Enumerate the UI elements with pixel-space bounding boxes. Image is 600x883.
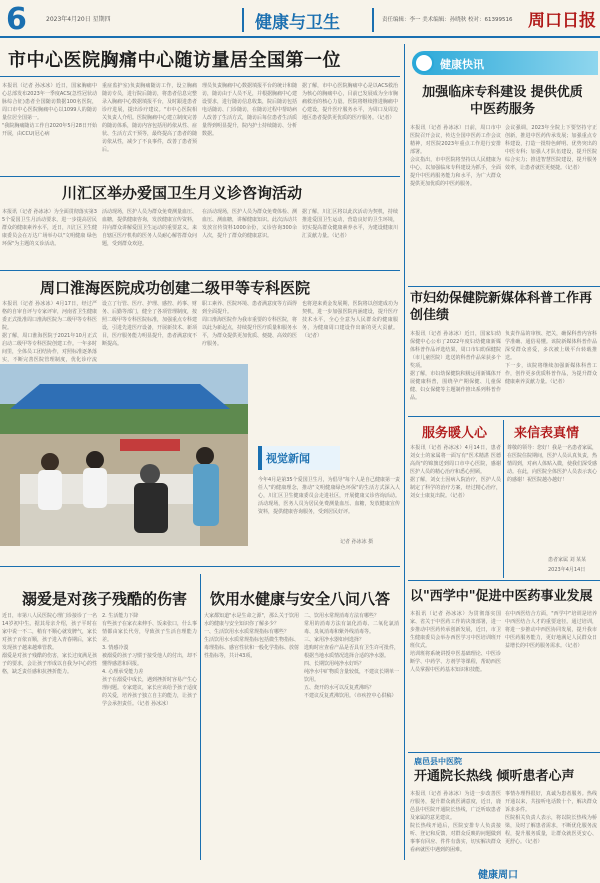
divider	[503, 420, 504, 578]
article-headline: 来信表真情	[514, 426, 580, 441]
article-headline: 饮用水健康与安全八问八答	[210, 590, 391, 608]
article-body: 负责作品的审核、把关，确保科普内容科学准确、通俗易懂。该院新媒体科普作品深受群众喜爱，多次被上级平台转载推送。 下一步，该院将继续加强新媒体科普工作，创作更多优质科普作品，为提升群众健康素养贡献力量。（记者）	[505, 331, 597, 385]
letter-sign: 患者家属 刘 某某	[548, 557, 587, 563]
article-body: 本报讯（记者 孙冰冰）4月14日，患者刘女士的家属将一面写有"医术精湛 医德高尚"的锦旗送到周口市中心医院，感谢医护人员的精心治疗和悉心照顾。 据了解，刘女士因病入院治疗，医护人员制定了科学的治疗方案，经过精心治疗，刘女士康复出院。（记者）	[410, 445, 501, 499]
article-body: 重症监护室)负责胸痛随访工作，设立胸痛随访专员，进行院后随访，将患者信息完整录入胸痛中心数据填报平台，及时跟进患者诊疗进展，提出诊疗建议。"市中心医院相关负责人介绍。医院胸痛中心建立制度完善的随访体系，随访内容包括用药依从性、症状、生活方式干预等，最终提高了患者的随访依从性，减少了不良事件，改善了患者预后。	[102, 83, 198, 153]
article-body: 在中西医结合方面，"西学中"培训是培养中西医结合人才的重要途径。通过培训，将进一步推动中西医协同发展，提升我市中医药服务能力，更好地满足人民群众日益增长的中医药服务需求。（记者）	[505, 611, 597, 649]
article-body: 本报讯（记者 孙冰冰）4月17日，经过严格的自审自评与专家评审，河南省卫生健康委正式批准周口淮海医院为二级甲等专科医院。 据了解，周口淮海医院于2021年10月正式启动二级甲等专科医院创建工作。一年多时间里，全体员工团结协作，对照标准逐条落实，不断完善医院管理制度，优化诊疗流	[2, 301, 98, 363]
article-body: 据了解，川汇区将以此次活动为契机，持续推进爱国卫生运动，营造良好的卫生环境，切实提高群众健康素养水平，为建设健康川汇贡献力量。（记者）	[302, 209, 398, 239]
article-body: 本报讯（记者 孙冰冰）为贯彻落实国家、省关于中医药工作的决策部署，进一步推动中医药传承创新发展，近日，市卫生健康委员会举办西医学习中医培训班开班仪式。 培训班将系统讲授中医基础理论、中医诊断学、中药学、方剂学等课程，帮助西医人员掌握中医药基本知识和技能。	[410, 611, 501, 673]
article-body: 本报讯（记者 孙冰冰）近日，国家妇幼保健中心公布了2022年度妇幼健康新媒体科普作品评选结果，周口市妇幼保健院（市儿童医院）选送的科普作品荣获多个奖项。 据了解，市妇幼保健院积极运用新媒体开展健康科普，围绕孕产期保健、儿童保健、妇女保健等主题制作推出系列科普作品。	[410, 331, 501, 401]
article-body: 也将迎来黄金发展期，医院将以创建成功为契机，进一步加强医院内涵建设，提升医疗技术水平，全心全意为人民群众的健康服务，为健康周口建设作出新的更大贡献。（记者）	[302, 301, 398, 339]
article-headline: 溺爱是对孩子残酷的伤害	[22, 590, 188, 608]
photo-caption: 今年4月是第35个爱国卫生月，为倡导"每个人是自己健康第一责任人"的健康理念，推动"文明健康绿色环保"的生活方式深入人心，川汇区卫生健康委员会走进社区，开展健康义诊咨询活动。活动现场，医务人员为居民免费测量血压、血糖，发放健康宣传资料，提供健康咨询服务，受到居民好评。	[258, 477, 400, 515]
divider	[200, 574, 201, 860]
article-body: 本报讯（记者 孙冰冰）近日，国家胸痛中心总部发布2023年一季度ACS(急性冠状动脉综合征)患者全国随访数据100名医院，周口市中心医院胸痛中心以1099人的随访量位居全国第一。 "我院胸痛随访工作自2020年5月28日开始开展，由CCU(冠心病	[2, 83, 97, 137]
article-body: 会议强调，2023年全院上下要坚持守正创新，推进中医药传承发展；加强重点专科建设，打造一批特色鲜明、优势突出的中医专科；加强人才队伍建设，提升医院综合实力；推进智慧医院建设，提升服务效率，让患者就医更便捷。（记者）	[505, 125, 597, 171]
news-photo	[0, 364, 248, 546]
article-kicker: 鹿邑县中医院	[414, 757, 462, 766]
header-divider	[242, 8, 244, 32]
divider	[408, 416, 600, 417]
article-body: 职工素养、医院环境、患者满意度等方面得到全面提升。 周口淮海医院作为我市重要的专科医院，将以此为新起点，持续提升医疗质量和服务水平，为群众提供更加优质、便捷、高效的医疗服务。	[202, 301, 298, 347]
photo-credit: 记者 孙冰冰 摄	[340, 539, 374, 545]
divider	[408, 752, 600, 753]
masthead-logo: 周口日报	[528, 11, 596, 31]
badge-icon	[414, 53, 434, 73]
article-headline: 开通院长热线 倾听患者心声	[414, 769, 575, 784]
divider	[404, 44, 405, 860]
article-body: 大家都知道"水是生命之源"，那么关于饮用水的健康与安全知识你了解多少？ 一、生活饮用水水质常规指标有哪些？ 生活饮用水水质常规指标包括微生物指标、毒理指标、感官性状和一般化学指标、放射性指标等，共计43项。	[204, 613, 300, 659]
article-body: 本报讯（记者 孙冰冰）日前，周口市中医院召开会议，传达全国中医药工作会议精神，对医院2023年重点工作进行安排部署。 会议指出，市中医院将坚持以人民健康为中心，以加强临床专科建设为抓手，全面提升中医药服务能力和水平，为广大群众提供更加优质的中医药服务。	[410, 125, 501, 187]
letter-body: 尊敬的领导：您好！我是一名患者家属，在医院住院期间，医护人员认真负责，热情周到，对病人体贴入微，使我们深受感动。在此，向医院全体医护人员表示衷心的感谢！祝医院越办越好！	[507, 445, 598, 483]
divider	[0, 566, 400, 567]
article-headline: 加强临床专科建设 提供优质中医药服务	[422, 85, 583, 117]
article-body: 本报讯（记者 孙冰冰）为全面贯彻落实第35个爱国卫生月活动要求，进一步提高居民群众的健康素养水平，近日，川汇区卫生健康委员会在万达广场举办以"文明健康 绿色环保"为主题的义诊活动。	[2, 209, 98, 247]
header-divider	[372, 8, 374, 32]
article-headline: 周口淮海医院成功创建二级甲等专科医院	[40, 279, 311, 297]
article-headline: 川汇区举办爱国卫生月义诊咨询活动	[62, 184, 303, 202]
issue-date: 2023年4月20日 星期四	[46, 16, 111, 23]
divider	[408, 286, 600, 287]
footer-logo: 健康周口	[478, 870, 518, 881]
article-body: 事情办理得很好，真诚为患者服务。热线开通以来，共接听电话数十个，解决群众诉求多件。 医院相关负责人表示，将以院长热线为桥梁，及时了解患者需求，不断优化服务流程，提升服务质量，让群众就医更安心、更舒心。（记者）	[505, 791, 597, 845]
lead-headline: 市中心医院胸痛中心随访量居全国第一位	[8, 50, 341, 71]
page-number: 6	[6, 2, 27, 37]
article-body: 据了解，市中心医院胸痛中心是以ACS救治为核心的胸痛中心，目前已发展成为全市胸痛救治的核心力量。医院将继续推进胸痛中心建设，提升医疗服务水平，为周口及周边地区患者提供更优质的医疗服务。（记者）	[302, 83, 398, 121]
divider	[0, 76, 400, 77]
column-title: 健康快讯	[440, 58, 484, 71]
article-headline: 市妇幼保健院新媒体科普工作再创佳绩	[410, 291, 593, 323]
article-body: 活动现场，医护人员为群众免费测量血压、血糖，提供健康咨询，发放健康宣传资料，并向群众讲解爱国卫生运动的重要意义。来自辖区医疗机构的医务人员耐心解答群众问题，受到群众欢迎。	[102, 209, 198, 247]
article-body: 2. 生活能力下降 有些孩子在家衣来伸手、饭来张口，什么事情都由家长代劳，导致孩子生活自理能力差。 3. 情感冷漠 被溺爱的孩子习惯于接受他人的付出，却不懂得感恩和回报。 4. 心理承受能力差 孩子在溺爱中成长，遇到挫折时容易产生心理问题。专家建议，家长应该给予孩子适度的关爱，培养孩子独立自主的能力，让孩子学会承担责任。（记者 孙冰冰）	[102, 613, 198, 707]
article-body: 近日，市第八人民医院心理门诊接诊了一名14岁初中生。据其母亲介绍，孩子平时在家中说一不二，稍有不顺心就发脾气，家长对孩子百依百顺，孩子进入青春期后，家长发现孩子越来越难管教。 溺爱是对孩子残酷的伤害，家长过度满足孩子的要求，会让孩子形成以自我为中心的性格，缺乏责任感和抗挫折能力。	[2, 613, 98, 675]
divider	[408, 580, 600, 581]
letter-date: 2023年4月14日	[548, 567, 586, 573]
article-headline: 服务暖人心	[422, 426, 488, 441]
article-body: 在活动现场，医护人员为群众免费体检、测血压、测血糖，讲解健康知识。此次活动共发放宣传资料1000余份，义诊咨询300余人次，提升了群众的健康意识。	[202, 209, 298, 239]
divider	[0, 176, 400, 177]
staff-credits: 责任编辑：李一 美术编辑：孙晓秋 校对：61399516	[382, 17, 513, 23]
article-headline: 以"西学中"促进中医药事业发展	[410, 589, 593, 604]
article-body: 本报讯（记者 孙冰冰）为进一步改善医疗服务，提升群众就医满意度，近日，鹿邑县中医院开通院长热线，广泛听取患者及家属的意见建议。 院长热线开通后，医院安排专人负责接听、登记和反馈，对群众反映的问题做到事事有回应、件件有落实，切实解决群众看病就医中遇到的困难。	[410, 791, 501, 853]
visual-news-label: 视觉新闻	[266, 452, 310, 465]
article-body: 设立了行管、医疗、护理、感控、药事、财务、后勤等部门，健全了各项管理制度，按照二级甲等专科医院标准，加强重点专科建设，引进先进医疗设备，开展新技术、新项目，医疗服务能力明显提升，患者满意度不断提高。	[102, 301, 198, 347]
article-body: 二、饮用水常规消毒方法有哪些？ 常用的消毒方法有氯化消毒、二氧化氯消毒、臭氧消毒和紫外线消毒等。 三、家用净水器如何选择？ 选购时应查看产品是否具有卫生许可批件，根据当地水质情况选择合适的净水器。 四、长期饮用纯净水好吗？ 纯净水中矿物质含量较低，不建议长期单一饮用。 五、烧开的水可以反复煮沸吗？ 不建议反复煮沸饮用。（市疾控中心供稿）	[304, 613, 400, 699]
section-title: 健康与卫生	[255, 13, 340, 33]
article-body: 理员负责胸痛中心数据填报平台的统计和随访，随访由于人员不足，并根据胸痛中心建设要求，进行随访信息收集，院后随访包括电话随访、门诊随访，在随访过程中帮助病人改善了生活方式，随访后每位患者生活质量得到明显提升，院内护士持续随访、分析数据。	[202, 83, 298, 137]
divider	[0, 270, 400, 271]
